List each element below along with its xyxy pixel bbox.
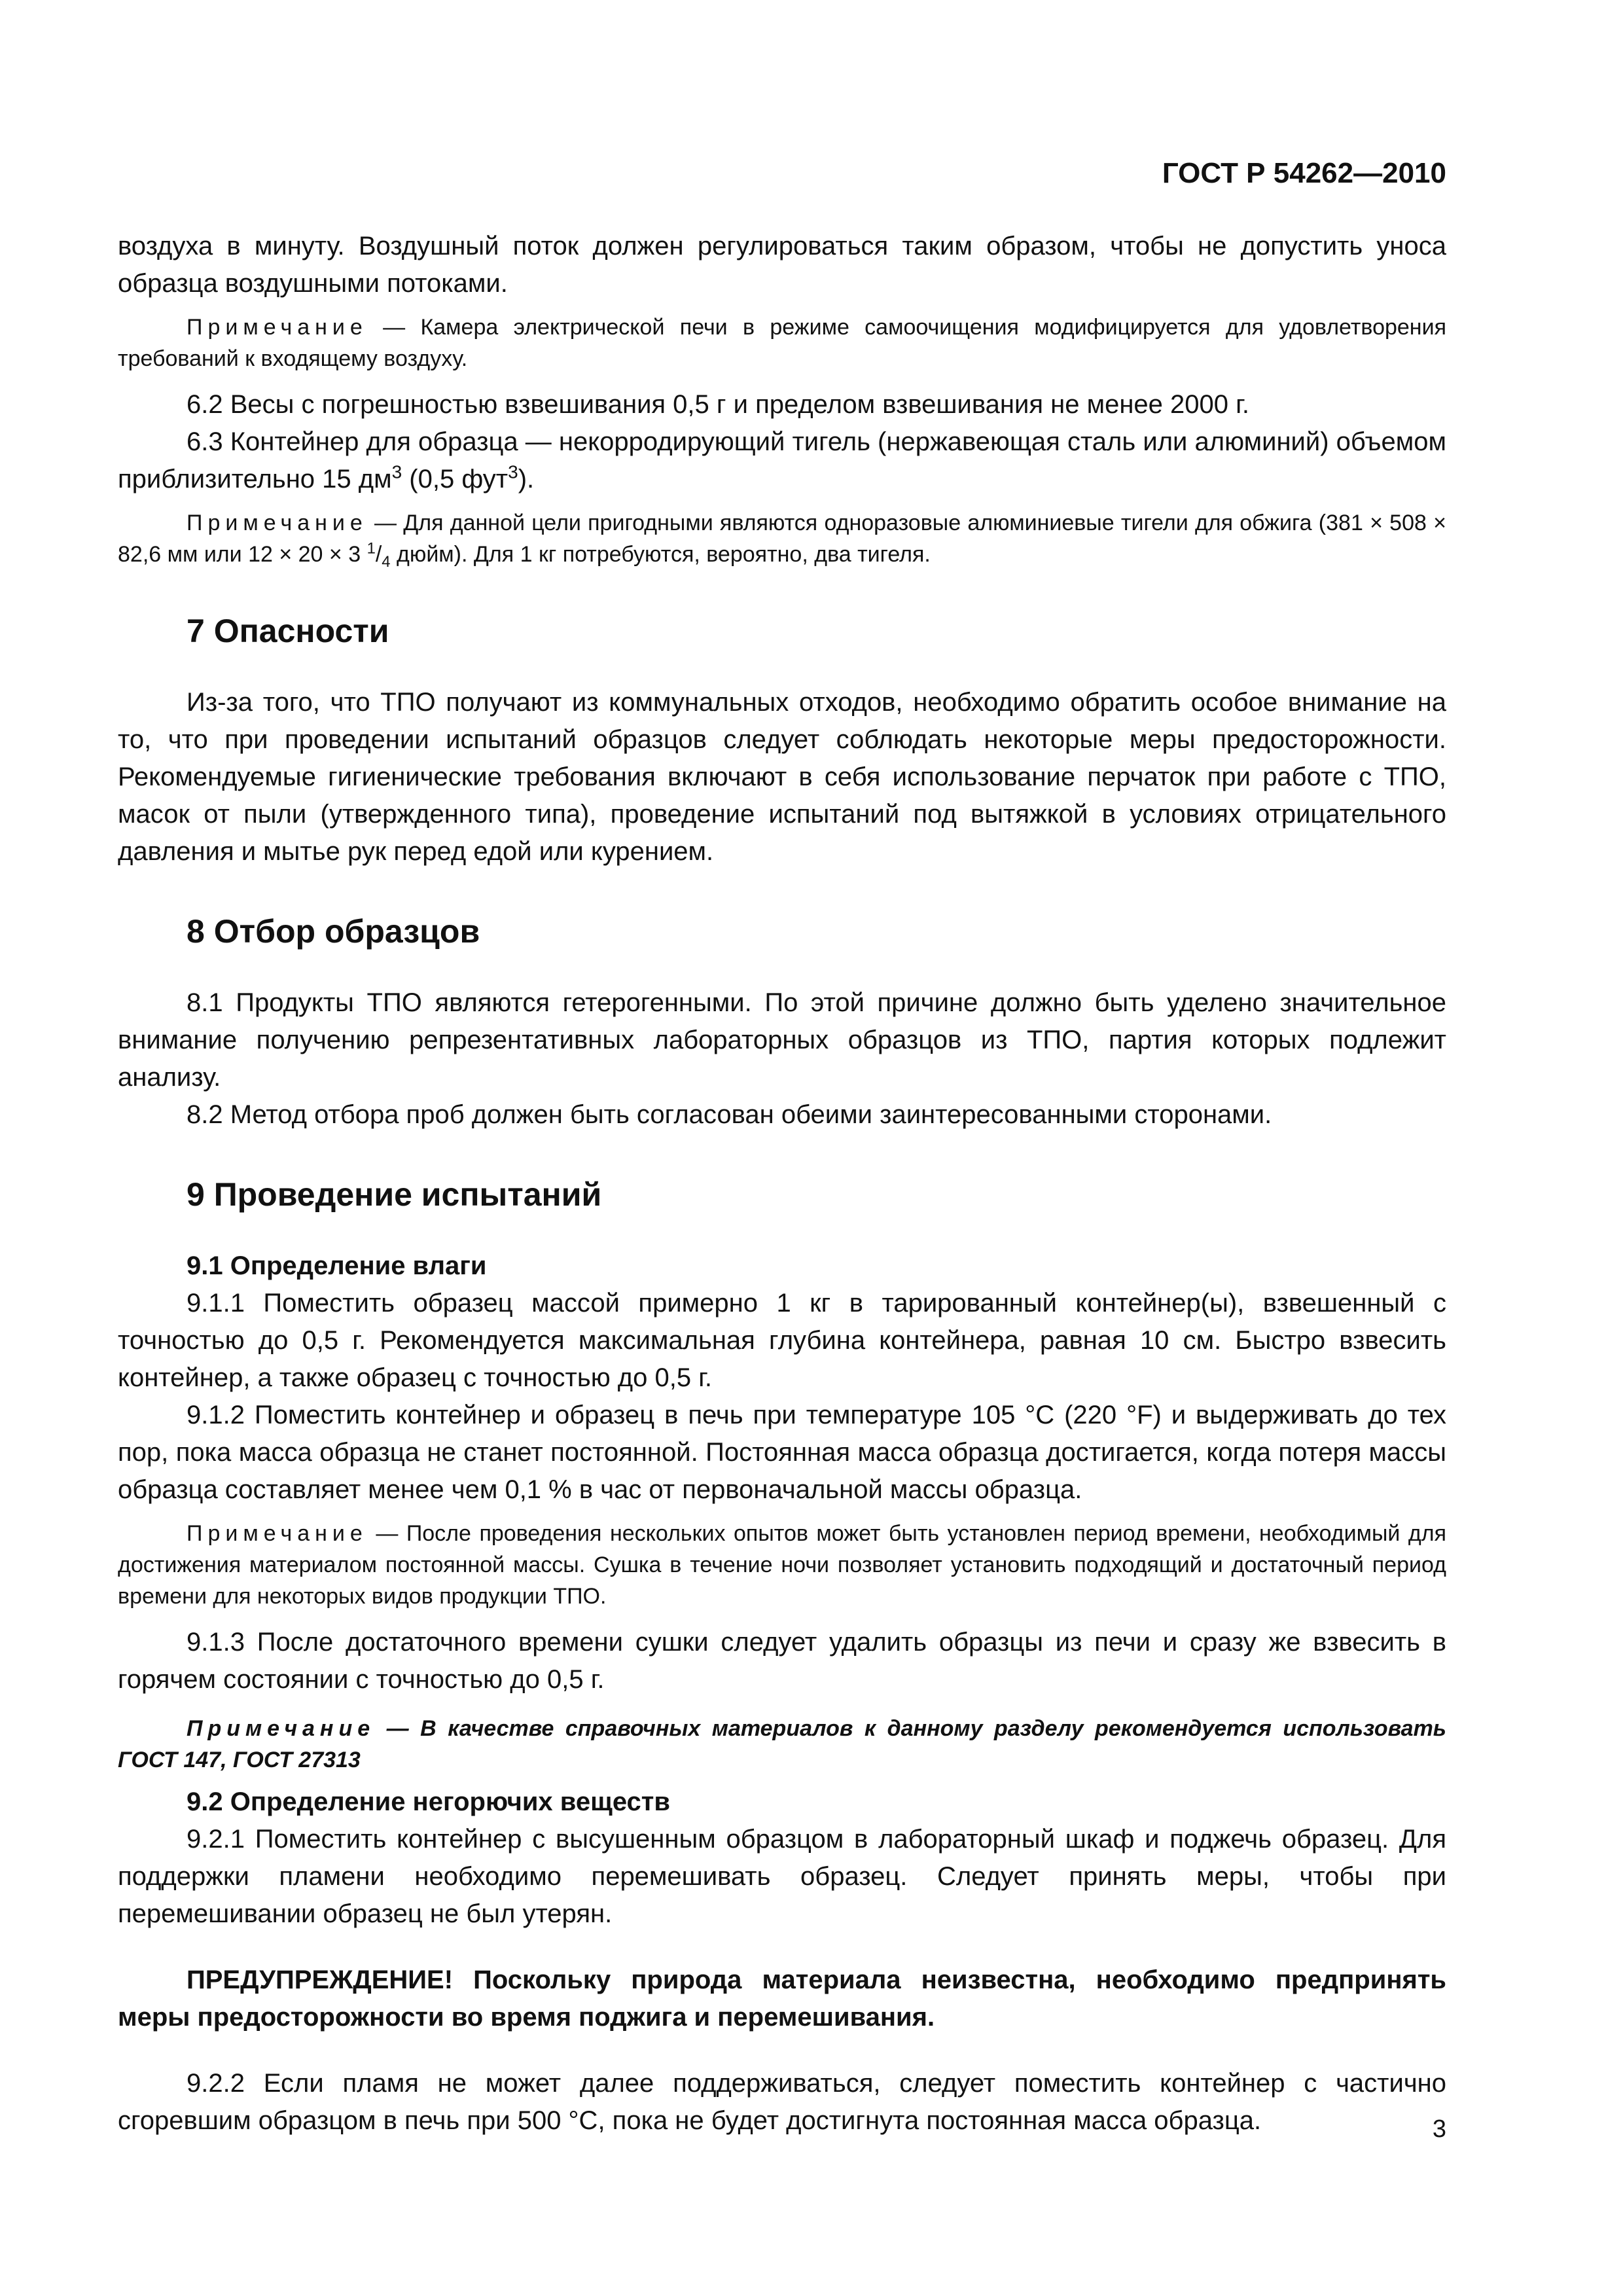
- section-7-title: 7 Опасности: [187, 613, 389, 649]
- section-9-title: 9 Проведение испытаний: [187, 1176, 602, 1213]
- paragraph-9-1-2: 9.1.2 Поместить контейнер и образец в печь при температуре 105 °С (220 °F) и выдерживать до тех пор, пока масса образца не станет постоянной. Постоянная масса образца достигается, когда потеря массы образца составляет менее чем 0,1 % в час от первоначальной массы образца.: [118, 1401, 1446, 1504]
- subsection-9-1-title: 9.1 Определение влаги: [187, 1251, 487, 1280]
- note-text: — В качестве справочных материалов к данному разделу рекомендуется использовать ГОСТ 147, ГОСТ 27313: [118, 1716, 1446, 1772]
- note-references: [118, 1713, 1446, 1776]
- paragraph-continuation: воздуха в минуту. Воздушный поток должен регулироваться таким образом, чтобы не допустить уноса образца воздушными потоками.: [118, 232, 1446, 298]
- warning-text: ПРЕДУПРЕЖДЕНИЕ! Поскольку природа материала неизвестна, необходимо предпринять меры предосторожности во время поджига и перемешивания.: [118, 1965, 1446, 2032]
- paragraph-8-2: 8.2 Метод отбора проб должен быть согласован обеими заинтересованными сторонами.: [187, 1100, 1272, 1129]
- document-body: [118, 228, 1446, 2140]
- section-7-text: Из-за того, что ТПО получают из коммунальных отходов, необходимо обратить особое внимание на то, что при проведении испытаний образцов следует соблюдать некоторые меры предосторожности. Рекомендуемые гигиенические требования включают в себя использование перчаток при работе с ТПО, масок от пыли (утвержденного типа), проведение испытаний под вытяжкой в условиях отрицательного давления и мытье рук перед едой или курением.: [118, 688, 1446, 866]
- subsection-9-2-title: 9.2 Определение негорючих веществ: [187, 1787, 670, 1816]
- document-header: ГОСТ Р 54262—2010: [1162, 157, 1446, 189]
- paragraph-9-2-2: 9.2.2 Если пламя не может далее поддерживаться, следует поместить контейнер с частично сгоревшим образцом в печь при 500 °С, пока не будет достигнута постоянная масса образца.: [118, 2069, 1446, 2135]
- paragraph-6-2: 6.2 Весы с погрешностью взвешивания 0,5 г и пределом взвешивания не менее 2000 г.: [187, 390, 1249, 419]
- text-span: 6.3 Контейнер для образца — некорродирующий тигель (нержавеющая сталь или алюминий) объемом приблизительно 15 дм: [118, 427, 1446, 493]
- paragraph-8-1: 8.1 Продукты ТПО являются гетерогенными. По этой причине должно быть уделено значительное внимание получению репрезентативных лабораторных образцов из ТПО, партия которых подлежит анализу.: [118, 988, 1446, 1092]
- superscript: 3: [391, 461, 402, 482]
- note-text: — Камера электрической печи в режиме самоочищения модифицируется для удовлетворения требований к входящему воздуху.: [118, 315, 1446, 371]
- note-label: Примечание: [187, 1716, 376, 1741]
- section-8-title: 8 Отбор образцов: [187, 913, 480, 950]
- note-crucibles: Примечание — Для данной цели пригодными являются одноразовые алюминиевые тигели для обжига (381 × 508 × 82,6 мм или 12 × 20 × 3 $^1/_4$ дюйм). Для 1 кг потребуются, вероятно, два тигеля.: [118, 511, 1446, 571]
- page-number: 3: [1432, 2115, 1446, 2143]
- paragraph-9-1-3: 9.1.3 После достаточного времени сушки следует удалить образцы из печи и сразу же взвесить в горячем состоянии с точностью до 0,5 г.: [118, 1628, 1446, 1694]
- note-text: дюйм). Для 1 кг потребуются, вероятно, два тигеля.: [390, 542, 931, 567]
- paragraph-9-1-1: 9.1.1 Поместить образец массой примерно 1 кг в тарированный контейнер(ы), взвешенный с точностью до 0,5 г. Рекомендуется максимальная глубина контейнера, равная 10 см. Быстро взвесить контейнер, а также образец с точностью до 0,5 г.: [118, 1289, 1446, 1392]
- text-span: (0,5 фут: [402, 465, 508, 493]
- fraction-denominator: 4: [382, 552, 391, 571]
- superscript: 3: [508, 461, 518, 482]
- paragraph-6-3: [118, 423, 1446, 498]
- note-text: — После проведения нескольких опытов может быть установлен период времени, необходимый для достижения материалом постоянной массы. Сушка в течение ночи позволяет установить подходящий и достаточный период времени для некоторых видов продукции ТПО.: [118, 1521, 1446, 1609]
- note-drying: [118, 1518, 1446, 1612]
- note-label: Примечание: [187, 315, 368, 340]
- note-chamber: [118, 312, 1446, 374]
- note-label: Примечание: [187, 1521, 368, 1546]
- note-text: — Для данной цели пригодными являются одноразовые алюминиевые тигели для обжига (381 × 508 × 82,6 мм или 12 × 20 × 3: [118, 511, 1446, 567]
- note-label: Примечание: [187, 511, 368, 535]
- text-span: ).: [518, 465, 535, 493]
- paragraph-9-2-1: 9.2.1 Поместить контейнер с высушенным образцом в лабораторный шкаф и поджечь образец. Для поддержки пламени необходимо перемешивать образец. Следует принять меры, чтобы при перемешивании образец не был утерян.: [118, 1825, 1446, 1928]
- fraction-numerator: 1: [366, 539, 376, 558]
